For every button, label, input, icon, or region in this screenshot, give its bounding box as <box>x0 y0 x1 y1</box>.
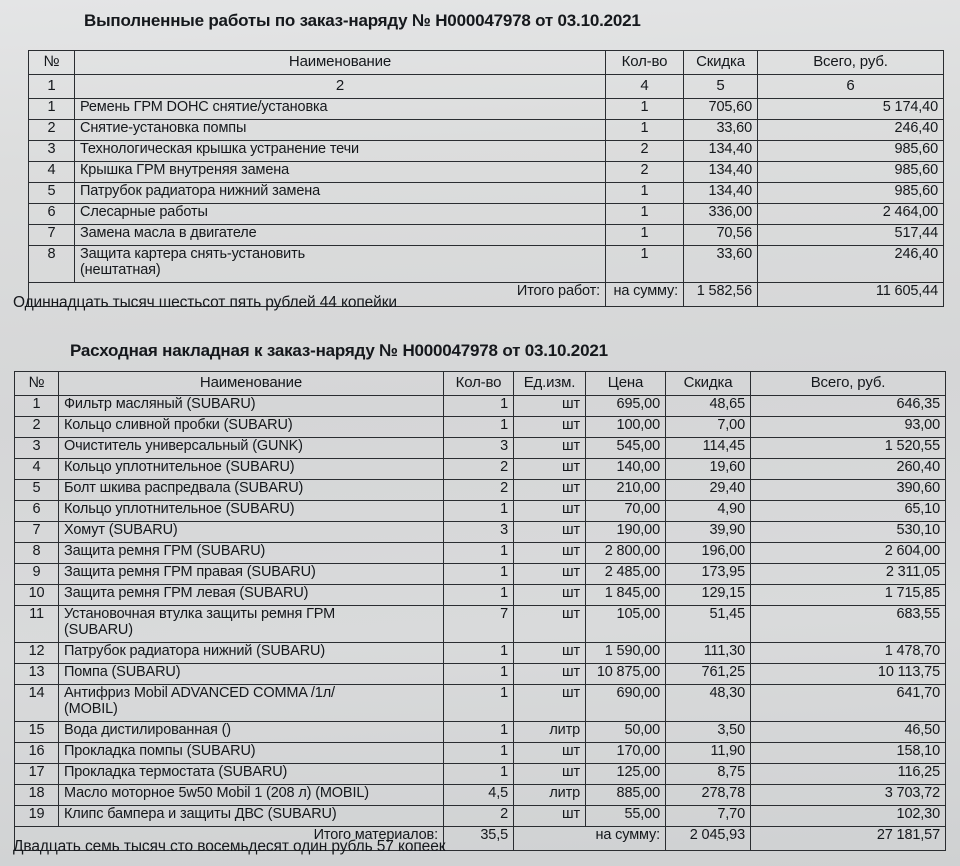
works-row-no: 2 <box>29 119 75 140</box>
works-row-discount: 705,60 <box>684 98 758 119</box>
materials-qty-total: 35,5 <box>444 826 514 850</box>
materials-table-row <box>15 479 946 500</box>
materials-row-total: 641,70 <box>751 684 946 721</box>
materials-row-price: 2 800,00 <box>586 542 666 563</box>
materials-row-no: 5 <box>15 479 59 500</box>
materials-row-total: 390,60 <box>751 479 946 500</box>
materials-row-discount: 4,90 <box>666 500 751 521</box>
materials-row-price: 170,00 <box>586 742 666 763</box>
materials-section-title: Расходная накладная к заказ-наряду № H000047978 от 03.10.2021 <box>70 341 608 360</box>
materials-row-name: Прокладка термостата (SUBARU) <box>59 763 444 784</box>
works-sum-label: на сумму: <box>606 282 684 306</box>
works-colnum-6: 6 <box>758 74 944 98</box>
materials-row-unit: шт <box>514 684 586 721</box>
works-table-row <box>29 119 944 140</box>
materials-row-unit: шт <box>514 605 586 642</box>
materials-row-name: Вода дистилированная () <box>59 721 444 742</box>
works-row-no: 7 <box>29 224 75 245</box>
materials-row-discount: 761,25 <box>666 663 751 684</box>
materials-row-qty: 1 <box>444 642 514 663</box>
materials-table-body <box>15 395 946 826</box>
materials-row-qty: 3 <box>444 437 514 458</box>
materials-row-name: Клипс бампера и защиты ДВС (SUBARU) <box>59 805 444 826</box>
materials-row-total: 93,00 <box>751 416 946 437</box>
materials-grand-total: 27 181,57 <box>751 826 946 850</box>
works-table-row <box>29 140 944 161</box>
works-row-name: Слесарные работы <box>75 203 606 224</box>
works-col-no: № <box>29 51 75 75</box>
works-header-row <box>29 51 944 75</box>
works-row-name: Защита картера снять-установить (нештатная) <box>75 245 606 282</box>
works-row-name: Снятие-установка помпы <box>75 119 606 140</box>
materials-row-no: 4 <box>15 458 59 479</box>
works-table-row <box>29 245 944 282</box>
materials-row-no: 3 <box>15 437 59 458</box>
works-row-total: 246,40 <box>758 119 944 140</box>
materials-row-qty: 1 <box>444 684 514 721</box>
materials-table-row <box>15 784 946 805</box>
materials-row-discount: 48,30 <box>666 684 751 721</box>
materials-row-total: 260,40 <box>751 458 946 479</box>
works-row-qty: 1 <box>606 119 684 140</box>
materials-row-price: 105,00 <box>586 605 666 642</box>
materials-row-unit: литр <box>514 784 586 805</box>
materials-row-unit: литр <box>514 721 586 742</box>
works-table-row <box>29 161 944 182</box>
materials-row-qty: 7 <box>444 605 514 642</box>
works-row-no: 4 <box>29 161 75 182</box>
materials-row-no: 12 <box>15 642 59 663</box>
works-row-discount: 70,56 <box>684 224 758 245</box>
materials-row-qty: 4,5 <box>444 784 514 805</box>
materials-row-total: 2 604,00 <box>751 542 946 563</box>
materials-row-name: Кольцо сливной пробки (SUBARU) <box>59 416 444 437</box>
materials-row-unit: шт <box>514 805 586 826</box>
materials-header-row <box>15 372 946 396</box>
materials-row-name: Защита ремня ГРМ (SUBARU) <box>59 542 444 563</box>
materials-row-no: 6 <box>15 500 59 521</box>
works-row-name: Технологическая крышка устранение течи <box>75 140 606 161</box>
works-row-total: 985,60 <box>758 140 944 161</box>
works-row-no: 3 <box>29 140 75 161</box>
works-row-discount: 134,40 <box>684 161 758 182</box>
works-col-name: Наименование <box>75 51 606 75</box>
works-grand-total: 11 605,44 <box>758 282 944 306</box>
materials-table <box>14 371 946 851</box>
works-row-no: 1 <box>29 98 75 119</box>
materials-row-no: 11 <box>15 605 59 642</box>
materials-discount-total: 2 045,93 <box>666 826 751 850</box>
materials-row-total: 1 520,55 <box>751 437 946 458</box>
materials-row-unit: шт <box>514 563 586 584</box>
works-row-qty: 1 <box>606 182 684 203</box>
works-row-discount: 134,40 <box>684 140 758 161</box>
materials-row-qty: 1 <box>444 542 514 563</box>
works-row-total: 517,44 <box>758 224 944 245</box>
materials-row-no: 10 <box>15 584 59 605</box>
works-amount-in-words: Одиннадцать тысяч шестьсот пять рублей 44 копейки <box>13 294 397 311</box>
materials-row-qty: 2 <box>444 479 514 500</box>
materials-row-total: 530,10 <box>751 521 946 542</box>
materials-col-price: Цена <box>586 372 666 396</box>
works-row-name: Патрубок радиатора нижний замена <box>75 182 606 203</box>
materials-table-row <box>15 437 946 458</box>
materials-row-discount: 8,75 <box>666 763 751 784</box>
works-table-head <box>29 51 944 99</box>
materials-row-price: 140,00 <box>586 458 666 479</box>
materials-table-row <box>15 721 946 742</box>
materials-table-row <box>15 684 946 721</box>
materials-row-unit: шт <box>514 437 586 458</box>
materials-table-row <box>15 805 946 826</box>
materials-table-row <box>15 542 946 563</box>
materials-col-total: Всего, руб. <box>751 372 946 396</box>
materials-row-qty: 1 <box>444 742 514 763</box>
materials-row-total: 102,30 <box>751 805 946 826</box>
materials-row-total: 2 311,05 <box>751 563 946 584</box>
materials-row-name: Фильтр масляный (SUBARU) <box>59 395 444 416</box>
materials-total-label: Итого материалов: <box>15 826 444 850</box>
works-row-qty: 2 <box>606 161 684 182</box>
materials-row-name: Защита ремня ГРМ правая (SUBARU) <box>59 563 444 584</box>
materials-row-name: Масло моторное 5w50 Mobil 1 (208 л) (MOBIL) <box>59 784 444 805</box>
works-row-total: 246,40 <box>758 245 944 282</box>
materials-row-price: 125,00 <box>586 763 666 784</box>
works-row-qty: 1 <box>606 203 684 224</box>
works-row-total: 2 464,00 <box>758 203 944 224</box>
materials-row-unit: шт <box>514 763 586 784</box>
materials-row-name: Прокладка помпы (SUBARU) <box>59 742 444 763</box>
works-row-no: 6 <box>29 203 75 224</box>
materials-row-total: 3 703,72 <box>751 784 946 805</box>
works-colnum-2: 2 <box>75 74 606 98</box>
materials-row-discount: 11,90 <box>666 742 751 763</box>
materials-row-total: 1 715,85 <box>751 584 946 605</box>
works-table-row <box>29 203 944 224</box>
materials-row-price: 10 875,00 <box>586 663 666 684</box>
materials-row-name: Болт шкива распредвала (SUBARU) <box>59 479 444 500</box>
works-colnum-5: 5 <box>684 74 758 98</box>
works-row-discount: 33,60 <box>684 245 758 282</box>
materials-col-discount: Скидка <box>666 372 751 396</box>
materials-table-row <box>15 416 946 437</box>
materials-row-price: 2 485,00 <box>586 563 666 584</box>
materials-row-discount: 129,15 <box>666 584 751 605</box>
materials-row-no: 19 <box>15 805 59 826</box>
materials-row-qty: 1 <box>444 663 514 684</box>
materials-row-price: 885,00 <box>586 784 666 805</box>
works-table-row <box>29 182 944 203</box>
works-row-qty: 1 <box>606 245 684 282</box>
materials-row-qty: 1 <box>444 416 514 437</box>
works-colnum-1: 1 <box>29 74 75 98</box>
materials-row-unit: шт <box>514 584 586 605</box>
materials-row-qty: 2 <box>444 458 514 479</box>
materials-row-qty: 1 <box>444 500 514 521</box>
works-row-total: 985,60 <box>758 182 944 203</box>
materials-row-price: 1 845,00 <box>586 584 666 605</box>
materials-table-row <box>15 742 946 763</box>
materials-row-name: Хомут (SUBARU) <box>59 521 444 542</box>
materials-row-name: Кольцо уплотнительное (SUBARU) <box>59 500 444 521</box>
works-row-name: Ремень ГРМ DOHC снятие/установка <box>75 98 606 119</box>
materials-row-price: 100,00 <box>586 416 666 437</box>
materials-row-price: 55,00 <box>586 805 666 826</box>
materials-row-discount: 111,30 <box>666 642 751 663</box>
materials-col-qty: Кол-во <box>444 372 514 396</box>
materials-row-no: 13 <box>15 663 59 684</box>
works-row-discount: 134,40 <box>684 182 758 203</box>
materials-row-name: Защита ремня ГРМ левая (SUBARU) <box>59 584 444 605</box>
materials-table-row <box>15 763 946 784</box>
materials-row-qty: 1 <box>444 721 514 742</box>
materials-row-no: 14 <box>15 684 59 721</box>
works-row-qty: 1 <box>606 98 684 119</box>
materials-row-discount: 3,50 <box>666 721 751 742</box>
materials-row-total: 116,25 <box>751 763 946 784</box>
materials-row-unit: шт <box>514 642 586 663</box>
materials-row-no: 9 <box>15 563 59 584</box>
materials-row-no: 2 <box>15 416 59 437</box>
materials-row-no: 16 <box>15 742 59 763</box>
materials-row-name: Помпа (SUBARU) <box>59 663 444 684</box>
materials-col-name: Наименование <box>59 372 444 396</box>
materials-row-discount: 29,40 <box>666 479 751 500</box>
works-row-no: 5 <box>29 182 75 203</box>
works-col-total: Всего, руб. <box>758 51 944 75</box>
materials-row-unit: шт <box>514 663 586 684</box>
materials-col-no: № <box>15 372 59 396</box>
materials-row-unit: шт <box>514 458 586 479</box>
materials-row-discount: 196,00 <box>666 542 751 563</box>
materials-row-discount: 173,95 <box>666 563 751 584</box>
materials-row-total: 65,10 <box>751 500 946 521</box>
works-table <box>28 50 944 307</box>
materials-amount-in-words: Двадцать семь тысяч сто восемьдесят один рубль 57 копеек <box>13 838 446 855</box>
materials-table-row <box>15 521 946 542</box>
materials-row-qty: 1 <box>444 584 514 605</box>
materials-table-row <box>15 605 946 642</box>
materials-row-no: 7 <box>15 521 59 542</box>
materials-row-unit: шт <box>514 479 586 500</box>
materials-row-unit: шт <box>514 395 586 416</box>
works-row-name: Замена масла в двигателе <box>75 224 606 245</box>
materials-row-qty: 3 <box>444 521 514 542</box>
materials-row-qty: 1 <box>444 395 514 416</box>
materials-table-row <box>15 563 946 584</box>
materials-row-discount: 39,90 <box>666 521 751 542</box>
materials-row-no: 18 <box>15 784 59 805</box>
materials-row-no: 15 <box>15 721 59 742</box>
works-colnumber-row <box>29 74 944 98</box>
materials-row-total: 683,55 <box>751 605 946 642</box>
materials-row-price: 190,00 <box>586 521 666 542</box>
materials-table-row <box>15 584 946 605</box>
works-table-row <box>29 224 944 245</box>
materials-row-price: 210,00 <box>586 479 666 500</box>
materials-row-price: 545,00 <box>586 437 666 458</box>
materials-row-total: 646,35 <box>751 395 946 416</box>
works-col-discount: Скидка <box>684 51 758 75</box>
materials-row-total: 1 478,70 <box>751 642 946 663</box>
materials-row-name: Установочная втулка защиты ремня ГРМ (SUBARU) <box>59 605 444 642</box>
materials-row-price: 50,00 <box>586 721 666 742</box>
materials-row-unit: шт <box>514 416 586 437</box>
materials-table-row <box>15 500 946 521</box>
works-row-total: 5 174,40 <box>758 98 944 119</box>
materials-row-qty: 1 <box>444 563 514 584</box>
works-total-label: Итого работ: <box>29 282 606 306</box>
works-col-qty: Кол-во <box>606 51 684 75</box>
materials-sum-label: на сумму: <box>514 826 666 850</box>
works-row-discount: 336,00 <box>684 203 758 224</box>
works-discount-total: 1 582,56 <box>684 282 758 306</box>
works-colnum-4: 4 <box>606 74 684 98</box>
works-row-discount: 33,60 <box>684 119 758 140</box>
materials-row-discount: 48,65 <box>666 395 751 416</box>
materials-row-discount: 51,45 <box>666 605 751 642</box>
materials-row-discount: 7,70 <box>666 805 751 826</box>
materials-table-row <box>15 458 946 479</box>
materials-row-discount: 114,45 <box>666 437 751 458</box>
materials-row-unit: шт <box>514 500 586 521</box>
materials-row-discount: 19,60 <box>666 458 751 479</box>
materials-row-unit: шт <box>514 742 586 763</box>
materials-row-qty: 1 <box>444 763 514 784</box>
materials-table-head <box>15 372 946 396</box>
materials-row-price: 1 590,00 <box>586 642 666 663</box>
materials-row-unit: шт <box>514 521 586 542</box>
materials-row-name: Антифриз Mobil ADVANCED COMMA /1л/ (MOBIL) <box>59 684 444 721</box>
materials-row-total: 10 113,75 <box>751 663 946 684</box>
materials-row-name: Патрубок радиатора нижний (SUBARU) <box>59 642 444 663</box>
works-row-no: 8 <box>29 245 75 282</box>
materials-row-discount: 7,00 <box>666 416 751 437</box>
materials-row-price: 70,00 <box>586 500 666 521</box>
materials-row-total: 46,50 <box>751 721 946 742</box>
materials-row-discount: 278,78 <box>666 784 751 805</box>
materials-col-unit: Ед.изм. <box>514 372 586 396</box>
materials-row-name: Очиститель универсальный (GUNK) <box>59 437 444 458</box>
materials-table-row <box>15 395 946 416</box>
works-row-total: 985,60 <box>758 161 944 182</box>
materials-row-price: 695,00 <box>586 395 666 416</box>
materials-row-qty: 2 <box>444 805 514 826</box>
works-table-body <box>29 98 944 282</box>
materials-row-unit: шт <box>514 542 586 563</box>
works-row-name: Крышка ГРМ внутреняя замена <box>75 161 606 182</box>
works-table-row <box>29 98 944 119</box>
works-row-qty: 1 <box>606 224 684 245</box>
materials-row-total: 158,10 <box>751 742 946 763</box>
materials-row-no: 8 <box>15 542 59 563</box>
works-section-title: Выполненные работы по заказ-наряду № H000047978 от 03.10.2021 <box>84 11 641 30</box>
materials-table-row <box>15 642 946 663</box>
materials-row-no: 1 <box>15 395 59 416</box>
materials-table-row <box>15 663 946 684</box>
works-row-qty: 2 <box>606 140 684 161</box>
materials-row-no: 17 <box>15 763 59 784</box>
materials-row-price: 690,00 <box>586 684 666 721</box>
materials-row-name: Кольцо уплотнительное (SUBARU) <box>59 458 444 479</box>
